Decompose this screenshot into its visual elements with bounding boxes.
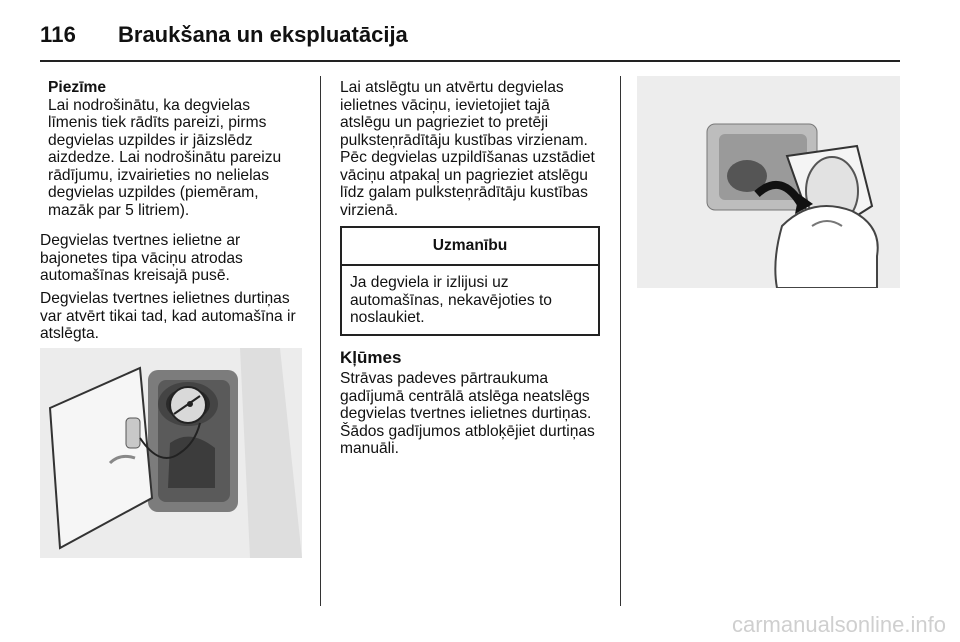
- text-line: Degvielas tvertnes ielietne ar: [40, 232, 241, 249]
- column-divider-2: [620, 76, 621, 606]
- text-line: atslēgu un pagrieziet to pretēji: [340, 114, 549, 131]
- text-line: ielietnes vāciņu, ievietojiet tajā: [340, 96, 550, 114]
- watermark: carmanualsonline.info: [731, 612, 946, 637]
- text-line: automašīnas kreisajā pusē.: [40, 267, 230, 284]
- cap-turning-drawing: [637, 76, 900, 288]
- paragraph-open-cap: [340, 79, 610, 219]
- warning-line: automašīnas, nekavējoties to: [350, 291, 552, 309]
- text-line: var atvērt tikai tad, kad automašīna ir: [40, 307, 296, 325]
- paragraph-filler-location: [40, 232, 315, 285]
- text-line: Pēc degvielas uzpildīšanas uzstādiet: [340, 149, 595, 166]
- note-line: degvielas uzpildes ir jāizslēdz: [48, 131, 253, 149]
- text-line: Šādos gadījumos atbloķējiet durtiņas: [340, 422, 595, 440]
- note-line: degvielas uzpildes (piemēram,: [48, 184, 259, 201]
- warning-line: Ja degviela ir izlijusi uz: [350, 274, 509, 291]
- paragraph-faults: [340, 370, 610, 458]
- note-line: aizdedze. Lai nodrošinātu pareizu: [48, 149, 282, 166]
- page-number: 116: [40, 22, 77, 47]
- page-title: Braukšana un ekspluatācija: [118, 22, 408, 47]
- text-line: Lai atslēgtu un atvērtu degvielas: [340, 79, 564, 96]
- text-line: līdz galam pulksteņrādītāju kustības: [340, 184, 588, 201]
- note-title: Piezīme: [48, 79, 107, 96]
- note-line: mazāk par 5 litriem).: [48, 201, 190, 219]
- warning-title: Uzmanību: [342, 228, 598, 266]
- warning-box: [340, 226, 600, 336]
- paragraph-door-unlock: [40, 290, 315, 343]
- section-heading-faults: Kļūmes: [340, 348, 402, 367]
- text-line: gadījumā centrālā atslēga neatslēgs: [340, 387, 590, 405]
- text-line: pulksteņrādītāju kustības virzienam.: [340, 131, 588, 149]
- cap-turning-illustration: [637, 76, 900, 288]
- text-line: bajonetes tipa vāciņu atrodas: [40, 249, 243, 267]
- fuel-door-drawing: [40, 348, 302, 558]
- note-block: [48, 79, 313, 219]
- warning-body: [342, 266, 598, 327]
- text-line: Degvielas tvertnes ielietnes durtiņas: [40, 290, 290, 307]
- note-line: rādījumu, izvairieties no nelielas: [48, 166, 270, 184]
- text-line: manuāli.: [340, 440, 399, 457]
- note-line: līmenis tiek rādīts pareizi, pirms: [48, 114, 267, 131]
- text-line: Strāvas padeves pārtraukuma: [340, 370, 549, 387]
- column-divider-1: [320, 76, 321, 606]
- header-rule: [40, 60, 900, 62]
- warning-line: noslaukiet.: [350, 309, 425, 326]
- note-line: Lai nodrošinātu, ka degvielas: [48, 96, 250, 114]
- text-line: degvielas tvertnes ielietnes durtiņas.: [340, 405, 592, 422]
- text-line: vāciņu atpakaļ un pagrieziet atslēgu: [340, 166, 588, 184]
- text-line: atslēgta.: [40, 325, 99, 342]
- text-line: virzienā.: [340, 201, 399, 219]
- fuel-door-illustration: [40, 348, 302, 558]
